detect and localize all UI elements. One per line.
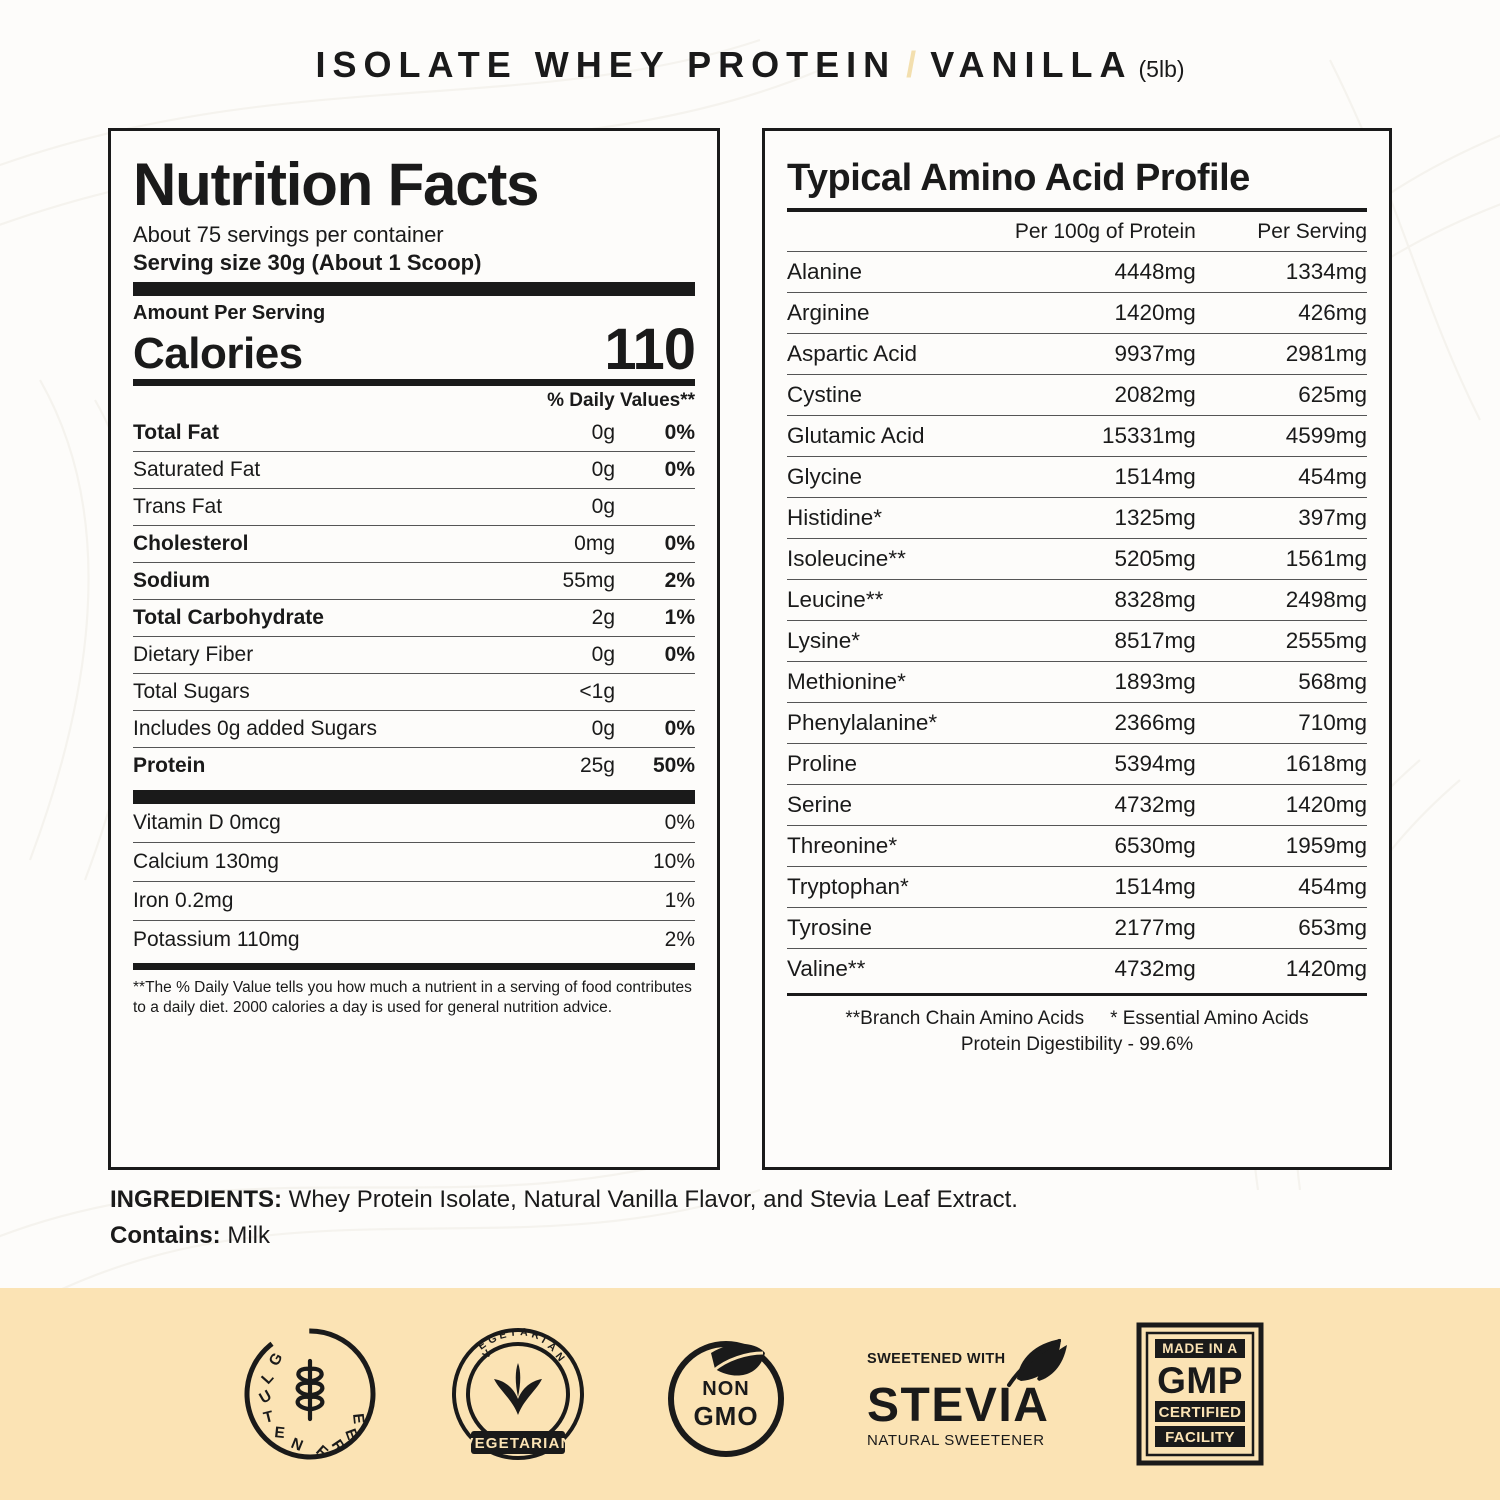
nutrient-name: Sodium <box>133 563 485 600</box>
stevia-badge-text-main: STEVIA <box>867 1379 1050 1432</box>
svg-text:U: U <box>256 1386 276 1408</box>
amino-acid-per-serving: 2498mg <box>1196 580 1367 621</box>
amino-acid-per-100g: 8328mg <box>1005 580 1196 621</box>
amino-acid-per-100g: 2366mg <box>1005 703 1196 744</box>
calories-value: 110 <box>604 317 695 382</box>
amino-acid-per-serving: 1420mg <box>1196 785 1367 826</box>
amino-acid-per-serving: 1420mg <box>1196 949 1367 990</box>
nutrient-name: Total Fat <box>133 421 219 444</box>
amino-acid-per-serving: 568mg <box>1196 662 1367 703</box>
amino-acid-per-serving: 2981mg <box>1196 334 1367 375</box>
amino-name-header <box>787 214 1005 252</box>
stevia-badge-text-top: SWEETENED WITH <box>867 1351 1006 1367</box>
amino-acid-panel <box>762 128 1392 1170</box>
gluten-free-badge-icon <box>235 1319 385 1469</box>
nutrient-name: Includes 0g added Sugars <box>133 711 485 748</box>
nutrition-table <box>133 415 695 784</box>
daily-value-footnote: **The % Daily Value tells you how much a nutrient in a serving of food contributes to a daily diet. 2000 calories a day is used for general nutrition advice. <box>133 963 695 1018</box>
amino-acid-row <box>787 867 1367 908</box>
nutrient-name: Total Carbohydrate <box>133 600 485 637</box>
amino-acid-per-serving: 454mg <box>1196 457 1367 498</box>
gmp-certified-badge-icon <box>1135 1319 1265 1469</box>
gmp-badge-text-3: CERTIFIED <box>1158 1404 1242 1421</box>
nutrient-amount: 55mg <box>485 563 615 600</box>
protein-digestibility-footnote: Protein Digestibility - 99.6% <box>960 1033 1194 1055</box>
gmp-badge-text-1: MADE IN A <box>1162 1341 1238 1356</box>
amino-acid-name: Alanine <box>787 252 1005 293</box>
amino-acid-row <box>787 252 1367 293</box>
amino-acid-name: Cystine <box>787 375 1005 416</box>
nutrition-row <box>133 674 695 711</box>
amino-acid-row <box>787 662 1367 703</box>
amino-acid-per-100g: 1514mg <box>1005 457 1196 498</box>
contains-label: Contains: <box>110 1222 221 1249</box>
amino-acid-row <box>787 826 1367 867</box>
nutrition-row <box>133 415 695 452</box>
nutrient-daily-value: 0% <box>615 637 695 674</box>
ingredients-line <box>110 1182 1410 1218</box>
nutrient-amount: <1g <box>485 674 615 711</box>
nutrient-amount: 25g <box>485 748 615 785</box>
amino-acid-per-serving: 397mg <box>1196 498 1367 539</box>
svg-text:G: G <box>486 1332 499 1347</box>
stevia-badge-text-sub: NATURAL SWEETENER <box>867 1432 1045 1449</box>
amino-acid-name: Leucine** <box>787 580 1005 621</box>
amino-acid-per-100g: 5394mg <box>1005 744 1196 785</box>
nutrient-name: Saturated Fat <box>133 452 485 489</box>
amino-acid-name: Tyrosine <box>787 908 1005 949</box>
micronutrient-row <box>133 804 695 843</box>
amino-footnotes <box>787 993 1367 1057</box>
micronutrient-name: Calcium 130mg <box>133 843 605 882</box>
product-flavor: VANILLA <box>930 44 1133 85</box>
daily-values-header: % Daily Values** <box>547 390 695 411</box>
nutrition-row <box>133 600 695 637</box>
stevia-badge <box>859 1329 1077 1459</box>
micronutrient-name: Potassium 110mg <box>133 921 605 960</box>
amino-acid-name: Isoleucine** <box>787 539 1005 580</box>
amino-acid-row <box>787 785 1367 826</box>
micronutrient-name: Iron 0.2mg <box>133 882 605 921</box>
micronutrient-daily-value: 10% <box>605 843 695 882</box>
svg-text:L: L <box>258 1368 278 1388</box>
amino-acid-row <box>787 949 1367 990</box>
amino-table-header-row <box>787 214 1367 252</box>
ingredients-label: INGREDIENTS: <box>110 1186 283 1213</box>
micronutrient-daily-value: 2% <box>605 921 695 960</box>
nutrient-daily-value: 2% <box>615 563 695 600</box>
non-gmo-badge-text-2: GMO <box>693 1401 759 1431</box>
amino-acid-row <box>787 416 1367 457</box>
amino-acid-per-100g: 2082mg <box>1005 375 1196 416</box>
amino-acid-name: Lysine* <box>787 621 1005 662</box>
nutrition-row <box>133 526 695 563</box>
svg-text:F: F <box>312 1442 332 1462</box>
certification-badge-bar <box>0 1288 1500 1500</box>
amino-acid-name: Threonine* <box>787 826 1005 867</box>
svg-text:V: V <box>480 1347 494 1362</box>
nutrition-row <box>133 452 695 489</box>
nutrient-amount: 0g <box>485 711 615 748</box>
svg-text:A: A <box>519 1326 529 1339</box>
amino-acid-per-100g: 8517mg <box>1005 621 1196 662</box>
nutrition-row <box>133 637 695 674</box>
amino-acid-per-100g: 15331mg <box>1005 416 1196 457</box>
nutrient-amount: 0g <box>485 452 615 489</box>
micronutrient-daily-value: 1% <box>605 882 695 921</box>
contains-line <box>110 1218 1410 1254</box>
bcaa-footnote: **Branch Chain Amino Acids <box>845 1008 1085 1029</box>
amino-acid-per-100g: 9937mg <box>1005 334 1196 375</box>
product-size: (5lb) <box>1138 56 1185 82</box>
amino-acid-row <box>787 457 1367 498</box>
gluten-free-badge <box>235 1319 385 1469</box>
gmp-certified-badge <box>1135 1319 1265 1469</box>
non-gmo-badge <box>651 1319 801 1469</box>
amino-acid-row <box>787 293 1367 334</box>
amino-acid-row <box>787 539 1367 580</box>
amino-acid-per-100g: 1325mg <box>1005 498 1196 539</box>
nutrient-daily-value: 0% <box>615 452 695 489</box>
amino-acid-per-serving: 426mg <box>1196 293 1367 334</box>
amino-acid-per-serving: 1334mg <box>1196 252 1367 293</box>
nutrient-name: Dietary Fiber <box>133 637 485 674</box>
micronutrient-row <box>133 921 695 960</box>
svg-text:N: N <box>288 1434 307 1456</box>
amino-acid-name: Methionine* <box>787 662 1005 703</box>
amino-acid-per-100g: 1514mg <box>1005 867 1196 908</box>
amino-acid-row <box>787 375 1367 416</box>
nutrient-name: Trans Fat <box>133 489 485 526</box>
amino-acid-name: Tryptophan* <box>787 867 1005 908</box>
amino-per-serving-header: Per Serving <box>1257 220 1367 243</box>
svg-text:I: I <box>539 1334 549 1347</box>
micronutrient-row <box>133 843 695 882</box>
svg-text:E: E <box>349 1412 368 1426</box>
non-gmo-badge-icon <box>651 1319 801 1469</box>
amino-acid-row <box>787 334 1367 375</box>
vegetarian-badge-icon <box>443 1319 593 1469</box>
amino-acid-name: Aspartic Acid <box>787 334 1005 375</box>
amino-acid-per-100g: 6530mg <box>1005 826 1196 867</box>
nutrient-amount: 2g <box>485 600 615 637</box>
amino-acid-name: Valine** <box>787 949 1005 990</box>
amino-acid-row <box>787 908 1367 949</box>
amino-acid-per-serving: 1561mg <box>1196 539 1367 580</box>
nutrient-amount: 0g <box>591 421 615 444</box>
amino-acid-per-100g: 2177mg <box>1005 908 1196 949</box>
amino-acid-name: Glutamic Acid <box>787 416 1005 457</box>
amino-acid-name: Arginine <box>787 293 1005 334</box>
nutrient-daily-value <box>615 489 695 526</box>
amino-acid-per-serving: 625mg <box>1196 375 1367 416</box>
nutrient-amount: 0g <box>485 489 615 526</box>
svg-text:E: E <box>497 1328 508 1342</box>
svg-text:A: A <box>545 1340 559 1355</box>
amino-acid-per-serving: 653mg <box>1196 908 1367 949</box>
svg-text:R: R <box>327 1436 349 1457</box>
amino-per-100g-header: Per 100g of Protein <box>1014 220 1196 243</box>
amino-acid-row <box>787 498 1367 539</box>
ingredients-text: Whey Protein Isolate, Natural Vanilla Flavor, and Stevia Leaf Extract. <box>282 1186 1018 1213</box>
amino-acid-name: Proline <box>787 744 1005 785</box>
amino-acid-per-serving: 1618mg <box>1196 744 1367 785</box>
vegetarian-badge <box>443 1319 593 1469</box>
gmp-badge-text-4: FACILITY <box>1165 1429 1235 1446</box>
calories-row <box>133 317 695 382</box>
contains-text: Milk <box>220 1222 270 1249</box>
amino-acid-per-serving: 4599mg <box>1196 416 1367 457</box>
nutrition-facts-title: Nutrition Facts <box>133 151 539 218</box>
nutrient-amount: 0g <box>485 637 615 674</box>
nutrition-row <box>133 711 695 748</box>
amino-acid-per-serving: 1959mg <box>1196 826 1367 867</box>
gmp-badge-text-2: GMP <box>1157 1360 1243 1401</box>
amino-acid-per-100g: 1420mg <box>1005 293 1196 334</box>
amino-acid-row <box>787 744 1367 785</box>
calories-label: Calories <box>133 329 303 378</box>
amino-acid-row <box>787 580 1367 621</box>
amino-acid-name: Phenylalanine* <box>787 703 1005 744</box>
nutrient-daily-value: 50% <box>615 748 695 785</box>
divider-thick-bottom <box>133 790 695 804</box>
nutrient-daily-value <box>615 674 695 711</box>
amino-acid-per-100g: 5205mg <box>1005 539 1196 580</box>
eaa-footnote: * Essential Amino Acids <box>1110 1008 1309 1029</box>
divider-thick-top <box>133 282 695 296</box>
non-gmo-badge-text-1: NON <box>702 1378 750 1400</box>
nutrient-daily-value: 0% <box>615 526 695 563</box>
svg-text:E: E <box>475 1338 489 1353</box>
nutrition-facts-panel <box>108 128 720 1170</box>
amino-acid-table <box>787 214 1367 989</box>
stevia-badge-icon <box>859 1329 1077 1459</box>
nutrition-row <box>133 563 695 600</box>
svg-text:E: E <box>273 1424 287 1443</box>
micronutrient-daily-value: 0% <box>664 811 695 834</box>
amino-acid-per-100g: 4732mg <box>1005 785 1196 826</box>
nutrient-daily-value: 0% <box>664 421 695 444</box>
micronutrient-name: Vitamin D 0mcg <box>133 811 281 834</box>
amount-per-serving-label: Amount Per Serving <box>133 302 326 324</box>
ingredients-block <box>110 1182 1410 1254</box>
amino-acid-per-serving: 2555mg <box>1196 621 1367 662</box>
nutrient-amount: 0mg <box>485 526 615 563</box>
amino-acid-per-100g: 4732mg <box>1005 949 1196 990</box>
nutrient-daily-value: 0% <box>615 711 695 748</box>
micronutrient-table <box>133 804 695 959</box>
nutrition-row <box>133 489 695 526</box>
amino-acid-per-serving: 710mg <box>1196 703 1367 744</box>
amino-acid-per-100g: 1893mg <box>1005 662 1196 703</box>
micronutrient-row <box>133 882 695 921</box>
svg-text:E: E <box>341 1426 362 1444</box>
svg-text:T: T <box>261 1407 277 1427</box>
product-name: ISOLATE WHEY PROTEIN <box>315 44 897 85</box>
amino-title-divider <box>787 208 1367 212</box>
nutrient-daily-value: 1% <box>615 600 695 637</box>
vegetarian-badge-text-bottom: VEGETARIAN <box>463 1435 573 1452</box>
amino-acid-name: Serine <box>787 785 1005 826</box>
nutrient-name: Total Sugars <box>133 674 485 711</box>
title-separator: / <box>906 44 921 85</box>
amino-acid-per-serving: 454mg <box>1196 867 1367 908</box>
gluten-free-badge-text-1: G <box>265 1349 287 1369</box>
svg-text:R: R <box>530 1328 542 1343</box>
svg-text:N: N <box>552 1350 567 1364</box>
amino-acid-per-100g: 4448mg <box>1005 252 1196 293</box>
amino-acid-title: Typical Amino Acid Profile <box>787 157 1250 199</box>
page-title <box>0 44 1500 86</box>
svg-text:T: T <box>509 1326 517 1339</box>
amino-acid-row <box>787 703 1367 744</box>
nutrient-name: Cholesterol <box>133 526 485 563</box>
amino-acid-name: Histidine* <box>787 498 1005 539</box>
serving-size: Serving size 30g (About 1 Scoop) <box>133 249 482 275</box>
nutrition-row <box>133 748 695 785</box>
nutrient-name: Protein <box>133 748 485 785</box>
amino-acid-row <box>787 621 1367 662</box>
servings-per-container: About 75 servings per container <box>133 222 444 247</box>
amino-acid-name: Glycine <box>787 457 1005 498</box>
